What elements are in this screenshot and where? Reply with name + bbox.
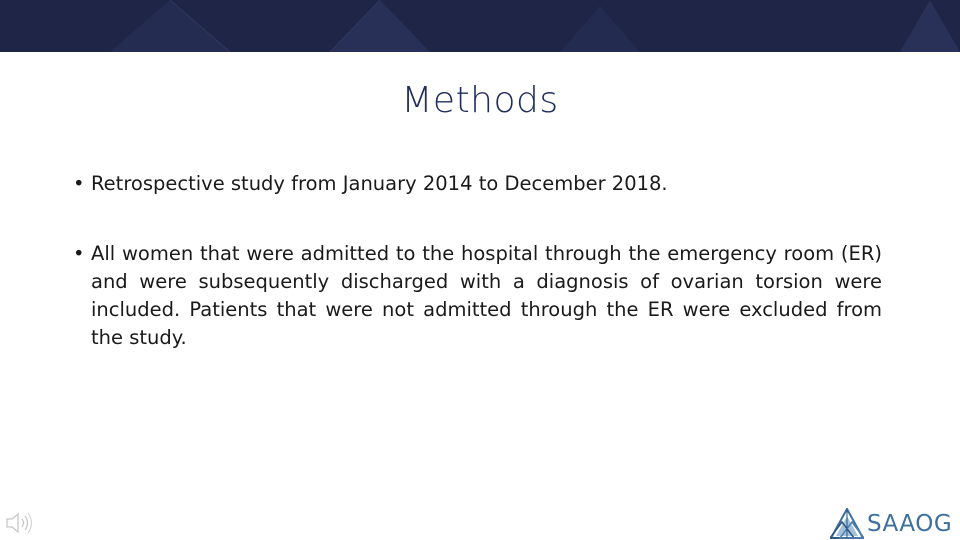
bullet-marker: • [73, 242, 85, 265]
saaog-logo [830, 508, 952, 540]
bullet-item [70, 170, 882, 198]
bullet-item [70, 240, 882, 352]
banner-pattern [0, 0, 960, 52]
speaker-icon[interactable] [4, 510, 34, 536]
bullet-marker: • [73, 172, 85, 195]
top-banner [0, 0, 960, 52]
bullet-text: All women that were admitted to the hospital through the emergency room (ER) and were subsequently discharged with a diagnosis of ovarian torsion were included. Patients that were not admitted through the ER were excluded from the study. [91, 242, 882, 349]
logo-text: SAAOG [867, 511, 953, 537]
bullet-list [70, 170, 882, 352]
triangle-logo-icon [830, 508, 864, 540]
slide-title: Methods [401, 80, 559, 121]
bullet-text: Retrospective study from January 2014 to December 2018. [91, 172, 668, 195]
